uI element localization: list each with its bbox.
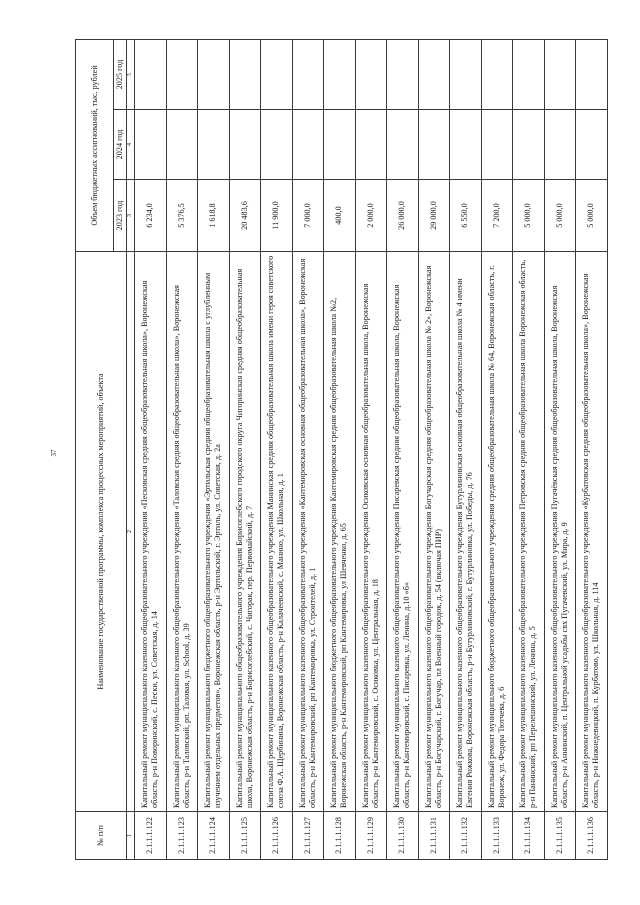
value-2023: 5 376,5	[166, 180, 198, 252]
value-2024	[135, 110, 167, 180]
value-2023: 5 000,0	[544, 180, 576, 252]
value-2025	[198, 39, 230, 109]
row-description: Капитальный ремонт муниципального бюджетного общеобразовательного учреждения Кантемировская средняя общеобразовательная школа №2, Воронежская область, р-н Кантемировский, рп Кантемировка, ул Шевченко, д. 65	[324, 252, 356, 812]
value-2024	[261, 110, 293, 180]
value-2024	[387, 110, 419, 180]
table-row	[324, 39, 356, 859]
value-2023: 26 000,0	[387, 180, 419, 252]
value-2023: 6 550,0	[450, 180, 482, 252]
value-2025	[387, 39, 419, 109]
value-2023: 5 000,0	[513, 180, 545, 252]
row-description: Капитальный ремонт муниципального казенного общеобразовательного учреждения «Курбатовская средняя общеобразовательная школа», Воронежская область, р-н Нижнедевицкий, п. Курбатово, ул. Школьная, д. 114	[576, 252, 608, 812]
row-description: Капитальный ремонт муниципального казенного общеобразовательного учреждения Манинская средняя общеобразовательная школа имени героя советского союза Ф.А. Щербинина, Воронежская область, р-н Калачеевский, с. Манино, ул. Школьная, д. 1	[261, 252, 293, 812]
row-description: Капитальный ремонт муниципального казенного общеобразовательного учреждения «Таловская средняя общеобразовательная школа», Воронежская область, р-н Таловский, рп. Таловая, ул. School, д. 39	[166, 252, 198, 812]
value-2024	[513, 110, 545, 180]
row-description: Капитальный ремонт муниципального бюджетного общеобразовательного учреждения «Эртильская средняя общеобразовательная школа с углубленным изучением отдельных предметов», Воронежская область, р-н Эртильский, г. Эртиль, ул. Советская, д. 2а	[198, 252, 230, 812]
column-number: 5	[127, 39, 135, 109]
row-number: 2.1.1.1.122	[135, 812, 167, 860]
value-2025	[513, 39, 545, 109]
value-2024	[544, 110, 576, 180]
value-2023: 2 000,0	[355, 180, 387, 252]
row-description: Капитальный ремонт муниципального казенного общеобразовательного учреждения Богучарская средняя общеобразовательная школа № 2», Воронежская область, р-н Богучарский, г. Богучар, пл Военный городок, д. 54 (включая ПИР)	[418, 252, 450, 812]
table-row	[450, 39, 482, 859]
value-2023: 29 000,0	[418, 180, 450, 252]
row-description: Капитальный ремонт муниципального казенного общеобразовательного учреждения Бутурлиновская основная общеобразовательная школа № 4 имени Евгения Рожкова, Воронежская область, р-н Бутурлиновский, г. Бутурлиновка, ул. Победы, д. 76	[450, 252, 482, 812]
value-2025	[135, 39, 167, 109]
header-num: № п/п	[76, 812, 127, 860]
rotated-table-container	[75, 40, 625, 860]
row-description: Капитальный ремонт муниципального бюджетного общеобразовательного учреждения средняя общеобразовательная школа № 64, Воронежская область, г. Воронеж, ул. Федора Тютчева, д. 6	[481, 252, 513, 812]
table-row	[387, 39, 419, 859]
value-2023: 20 483,6	[229, 180, 261, 252]
value-2025	[261, 39, 293, 109]
value-2025	[544, 39, 576, 109]
value-2023: 5 000,0	[576, 180, 608, 252]
row-number: 2.1.1.1.130	[387, 812, 419, 860]
value-2025	[481, 39, 513, 109]
value-2024	[292, 110, 324, 180]
row-number: 2.1.1.1.124	[198, 812, 230, 860]
table-row	[261, 39, 293, 859]
row-number: 2.1.1.1.125	[229, 812, 261, 860]
row-description: Капитальный ремонт муниципального казенного общеобразовательного учреждения Петровская средняя общеобразовательная школа Воронежская область, р-н Панинский, рп Перелешинский, ул. Ленина, д. 5	[513, 252, 545, 812]
value-2025	[166, 39, 198, 109]
value-2024	[198, 110, 230, 180]
row-number: 2.1.1.1.133	[481, 812, 513, 860]
value-2024	[355, 110, 387, 180]
table-row	[481, 39, 513, 859]
table-row	[544, 39, 576, 859]
column-number: 3	[127, 180, 135, 252]
row-number: 2.1.1.1.136	[576, 812, 608, 860]
value-2024	[418, 110, 450, 180]
row-description: Капитальный ремонт муниципального общеобразовательного учреждения Борисоглебского городского округа Чигоринская средняя общеобразовательная школа, Воронежская область, р-н Борисоглебский, с. Чигорак, пер. Первомайский, д. 7	[229, 252, 261, 812]
header-budget: Объем бюджетных ассигнований, тыс. рублей	[76, 39, 114, 251]
value-2023: 6 234,0	[135, 180, 167, 252]
value-2024	[576, 110, 608, 180]
value-2023: 400,0	[324, 180, 356, 252]
value-2024	[481, 110, 513, 180]
row-number: 2.1.1.1.127	[292, 812, 324, 860]
header-year-2023: 2023 год	[114, 180, 127, 252]
value-2024	[166, 110, 198, 180]
table-body	[135, 39, 608, 859]
value-2025	[576, 39, 608, 109]
budget-table	[75, 39, 608, 860]
value-2023: 11 900,0	[261, 180, 293, 252]
value-2024	[324, 110, 356, 180]
value-2025	[355, 39, 387, 109]
column-number: 1	[127, 812, 135, 860]
row-description: Капитальный ремонт муниципального казенного общеобразовательного учреждения «Кантемировская основная общеобразовательная школа», Воронежская область, р-н Кантемировский, рп Кантемировка, ул. Строителей, д. 1	[292, 252, 324, 812]
value-2024	[229, 110, 261, 180]
row-number: 2.1.1.1.131	[418, 812, 450, 860]
table-row	[166, 39, 198, 859]
table-row	[355, 39, 387, 859]
value-2024	[450, 110, 482, 180]
row-number: 2.1.1.1.129	[355, 812, 387, 860]
value-2023: 7 000,0	[292, 180, 324, 252]
column-number: 2	[127, 252, 135, 812]
column-number: 4	[127, 110, 135, 180]
value-2025	[292, 39, 324, 109]
row-number: 2.1.1.1.126	[261, 812, 293, 860]
row-description: Капитальный ремонт муниципального казенного общеобразовательного учреждения «Песковская средняя общеобразовательная школа», Воронежская область, р-н Поворинский, с. Пески, ул. Советская, д. 14	[135, 252, 167, 812]
table-row	[418, 39, 450, 859]
row-number: 2.1.1.1.134	[513, 812, 545, 860]
row-description: Капитальный ремонт муниципального казенного общеобразовательного учреждения Пугачёвская средняя общеобразовательная школа, Воронежская область, р-н Аннинский, п. Центральной усадьбы свх Пугачевский, ул. Мира, д. 9	[544, 252, 576, 812]
value-2025	[418, 39, 450, 109]
row-description: Капитальный ремонт муниципального казенного общеобразовательного учреждения Осиковская основная общеобразовательная школа, Воронежская область, р-н Кантемировский, с. Осиковка, ул. Центральная, д. 18	[355, 252, 387, 812]
table-row	[229, 39, 261, 859]
header-year-2024: 2024 год	[114, 110, 127, 180]
value-2023: 7 200,0	[481, 180, 513, 252]
value-2023: 1 618,8	[198, 180, 230, 252]
page-number: 37	[50, 449, 58, 457]
header-year-2025: 2025 год	[114, 39, 127, 109]
row-number: 2.1.1.1.135	[544, 812, 576, 860]
table-row	[576, 39, 608, 859]
table-row	[198, 39, 230, 859]
table-row	[135, 39, 167, 859]
table-row	[292, 39, 324, 859]
value-2025	[324, 39, 356, 109]
value-2025	[229, 39, 261, 109]
row-number: 2.1.1.1.132	[450, 812, 482, 860]
value-2025	[450, 39, 482, 109]
header-name: Наименование государственной программы, комплекса процессных мероприятий, объекта	[76, 252, 127, 812]
table-row	[513, 39, 545, 859]
row-description: Капитальный ремонт муниципального казенного общеобразовательного учреждения Писаревская средняя общеобразовательная школа, Воронежская область, р-н Кантемировский, с. Писаревка, ул. Ленина, д.10 «б»	[387, 252, 419, 812]
row-number: 2.1.1.1.128	[324, 812, 356, 860]
row-number: 2.1.1.1.123	[166, 812, 198, 860]
